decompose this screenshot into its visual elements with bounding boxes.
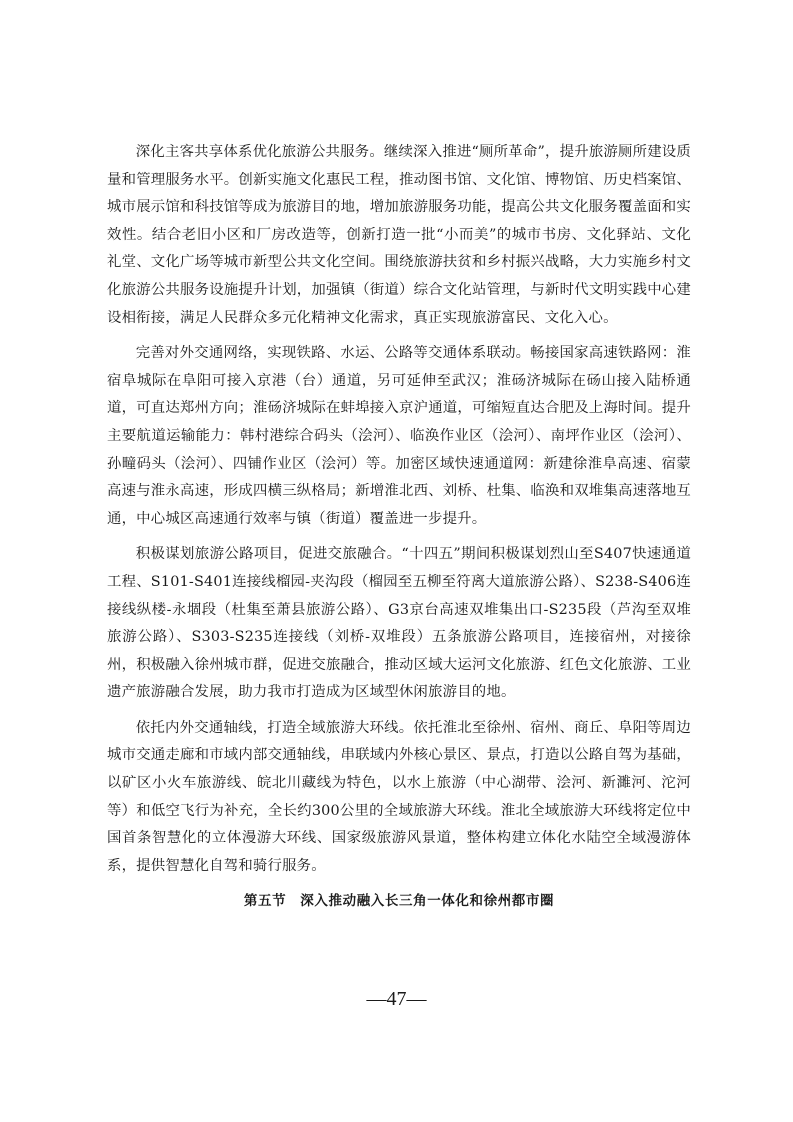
- page-number: —47—: [366, 988, 427, 1010]
- paragraph-tourism-loop: 依托内外交通轴线，打造全域旅游大环线。依托淮北至徐州、宿州、商丘、阜阳等周边城市交通走廊和市域内部交通轴线，串联域内外核心景区、景点，打造以公路自驾为基础，以矿区小火车旅游线、皖北川藏线为特色，以水上旅游（中心湖带、浍河、新濉河、沱河等）和低空飞行为补充，全长约300公里的全域旅游大环线。淮北全域旅游大环线将定位中国首条智慧化的立体漫游大环线、国家级旅游风景道，整体构建立体化水陆空全域漫游体系，提供智慧化自驾和骑行服务。: [107, 719, 691, 874]
- paragraph-public-services: 深化主客共享体系优化旅游公共服务。继续深入推进“厕所革命”，提升旅游厕所建设质量和管理服务水平。创新实施文化惠民工程，推动图书馆、文化馆、博物馆、历史档案馆、城市展示馆和科技馆等成为旅游目的地，增加旅游服务功能，提高公共文化服务覆盖面和实效性。结合老旧小区和厂房改造等，创新打造一批“小而美”的城市书房、文化驿站、文化礼堂、文化广场等城市新型公共文化空间。围绕旅游扶贫和乡村振兴战略，大力实施乡村文化旅游公共服务设施提升计划，加强镇（街道）综合文化站管理，与新时代文明实践中心建设相衔接，满足人民群众多元化精神文化需求，真正实现旅游富民、文化入心。: [107, 144, 691, 326]
- paragraph-transport-network: 完善对外交通网络，实现铁路、水运、公路等交通体系联动。畅接国家高速铁路网：淮宿阜城际在阜阳可接入京港（台）通道，另可延伸至武汉；淮砀济城际在砀山接入陆桥通道，可直达郑州方向；淮砀济城际在蚌埠接入京沪通道，可缩短直达合肥及上海时间。提升主要航道运输能力：韩村港综合码头（浍河）、临涣作业区（浍河）、南坪作业区（浍河）、孙疃码头（浍河）、四铺作业区（浍河）等。加密区域快速通道网：新建徐淮阜高速、宿蒙高速与淮永高速，形成四横三纵格局；新增淮北西、刘桥、杜集、临涣和双堆集高速落地互通，中心城区高速通行效率与镇（街道）覆盖进一步提升。: [107, 345, 691, 527]
- paragraph-tourism-roads: 积极谋划旅游公路项目，促进交旅融合。“十四五”期间积极谋划烈山至S407快速通道工程、S101-S401连接线榴园-夹沟段（榴园至五柳至符离大道旅游公路）、S238-S406连接线纵楼-永堌段（杜集至萧县旅游公路）、G3京台高速双堆集出口-S235段（芦沟至双堆旅游公路）、S303-S235连接线（刘桥-双堆段）五条旅游公路项目，连接宿州，对接徐州，积极融入徐州城市群，促进交旅融合，推动区域大运河文化旅游、红色文化旅游、工业遗产旅游融合发展，助力我市打造成为区域型休闲旅游目的地。: [107, 546, 691, 701]
- document-body: [107, 139, 691, 914]
- section-heading: 第五节 深入推动融入长三角一体化和徐州都市圈: [243, 893, 555, 910]
